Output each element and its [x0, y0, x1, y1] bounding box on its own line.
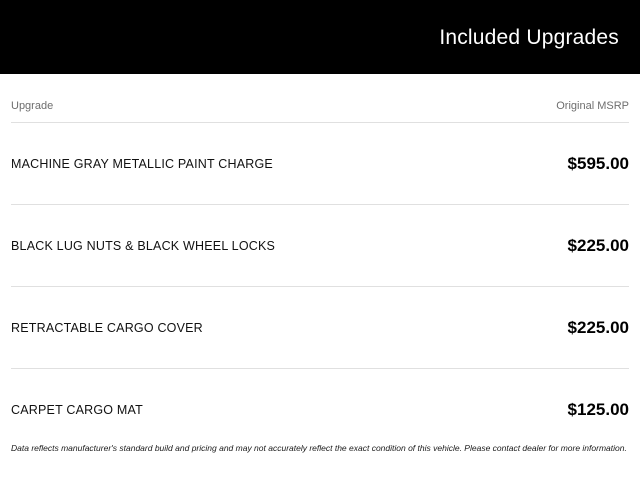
upgrade-name: RETRACTABLE CARGO COVER [11, 287, 320, 369]
page-header [0, 0, 640, 74]
upgrades-table [11, 74, 629, 450]
table-row [11, 205, 629, 287]
upgrade-name: MACHINE GRAY METALLIC PAINT CHARGE [11, 123, 320, 205]
upgrade-name: BLACK LUG NUTS & BLACK WHEEL LOCKS [11, 205, 320, 287]
disclaimer-text: Data reflects manufacturer's standard build and pricing and may not accurately reflect the exact condition of this vehicle. Please contact dealer for more information. [11, 443, 627, 453]
table-header [11, 74, 629, 123]
upgrade-name: CARPET CARGO MAT [11, 369, 320, 451]
page-title: Included Upgrades [439, 25, 619, 49]
table-row [11, 369, 629, 451]
table-row [11, 287, 629, 369]
table-body [11, 123, 629, 451]
upgrade-price: $225.00 [320, 287, 629, 369]
upgrade-price: $225.00 [320, 205, 629, 287]
upgrades-table-container [0, 74, 640, 450]
column-header-upgrade: Upgrade [11, 100, 54, 112]
upgrade-price: $595.00 [320, 123, 629, 205]
table-row [11, 123, 629, 205]
table-header-row [11, 74, 629, 123]
column-header-msrp: Original MSRP [556, 100, 629, 112]
upgrade-price: $125.00 [320, 369, 629, 451]
